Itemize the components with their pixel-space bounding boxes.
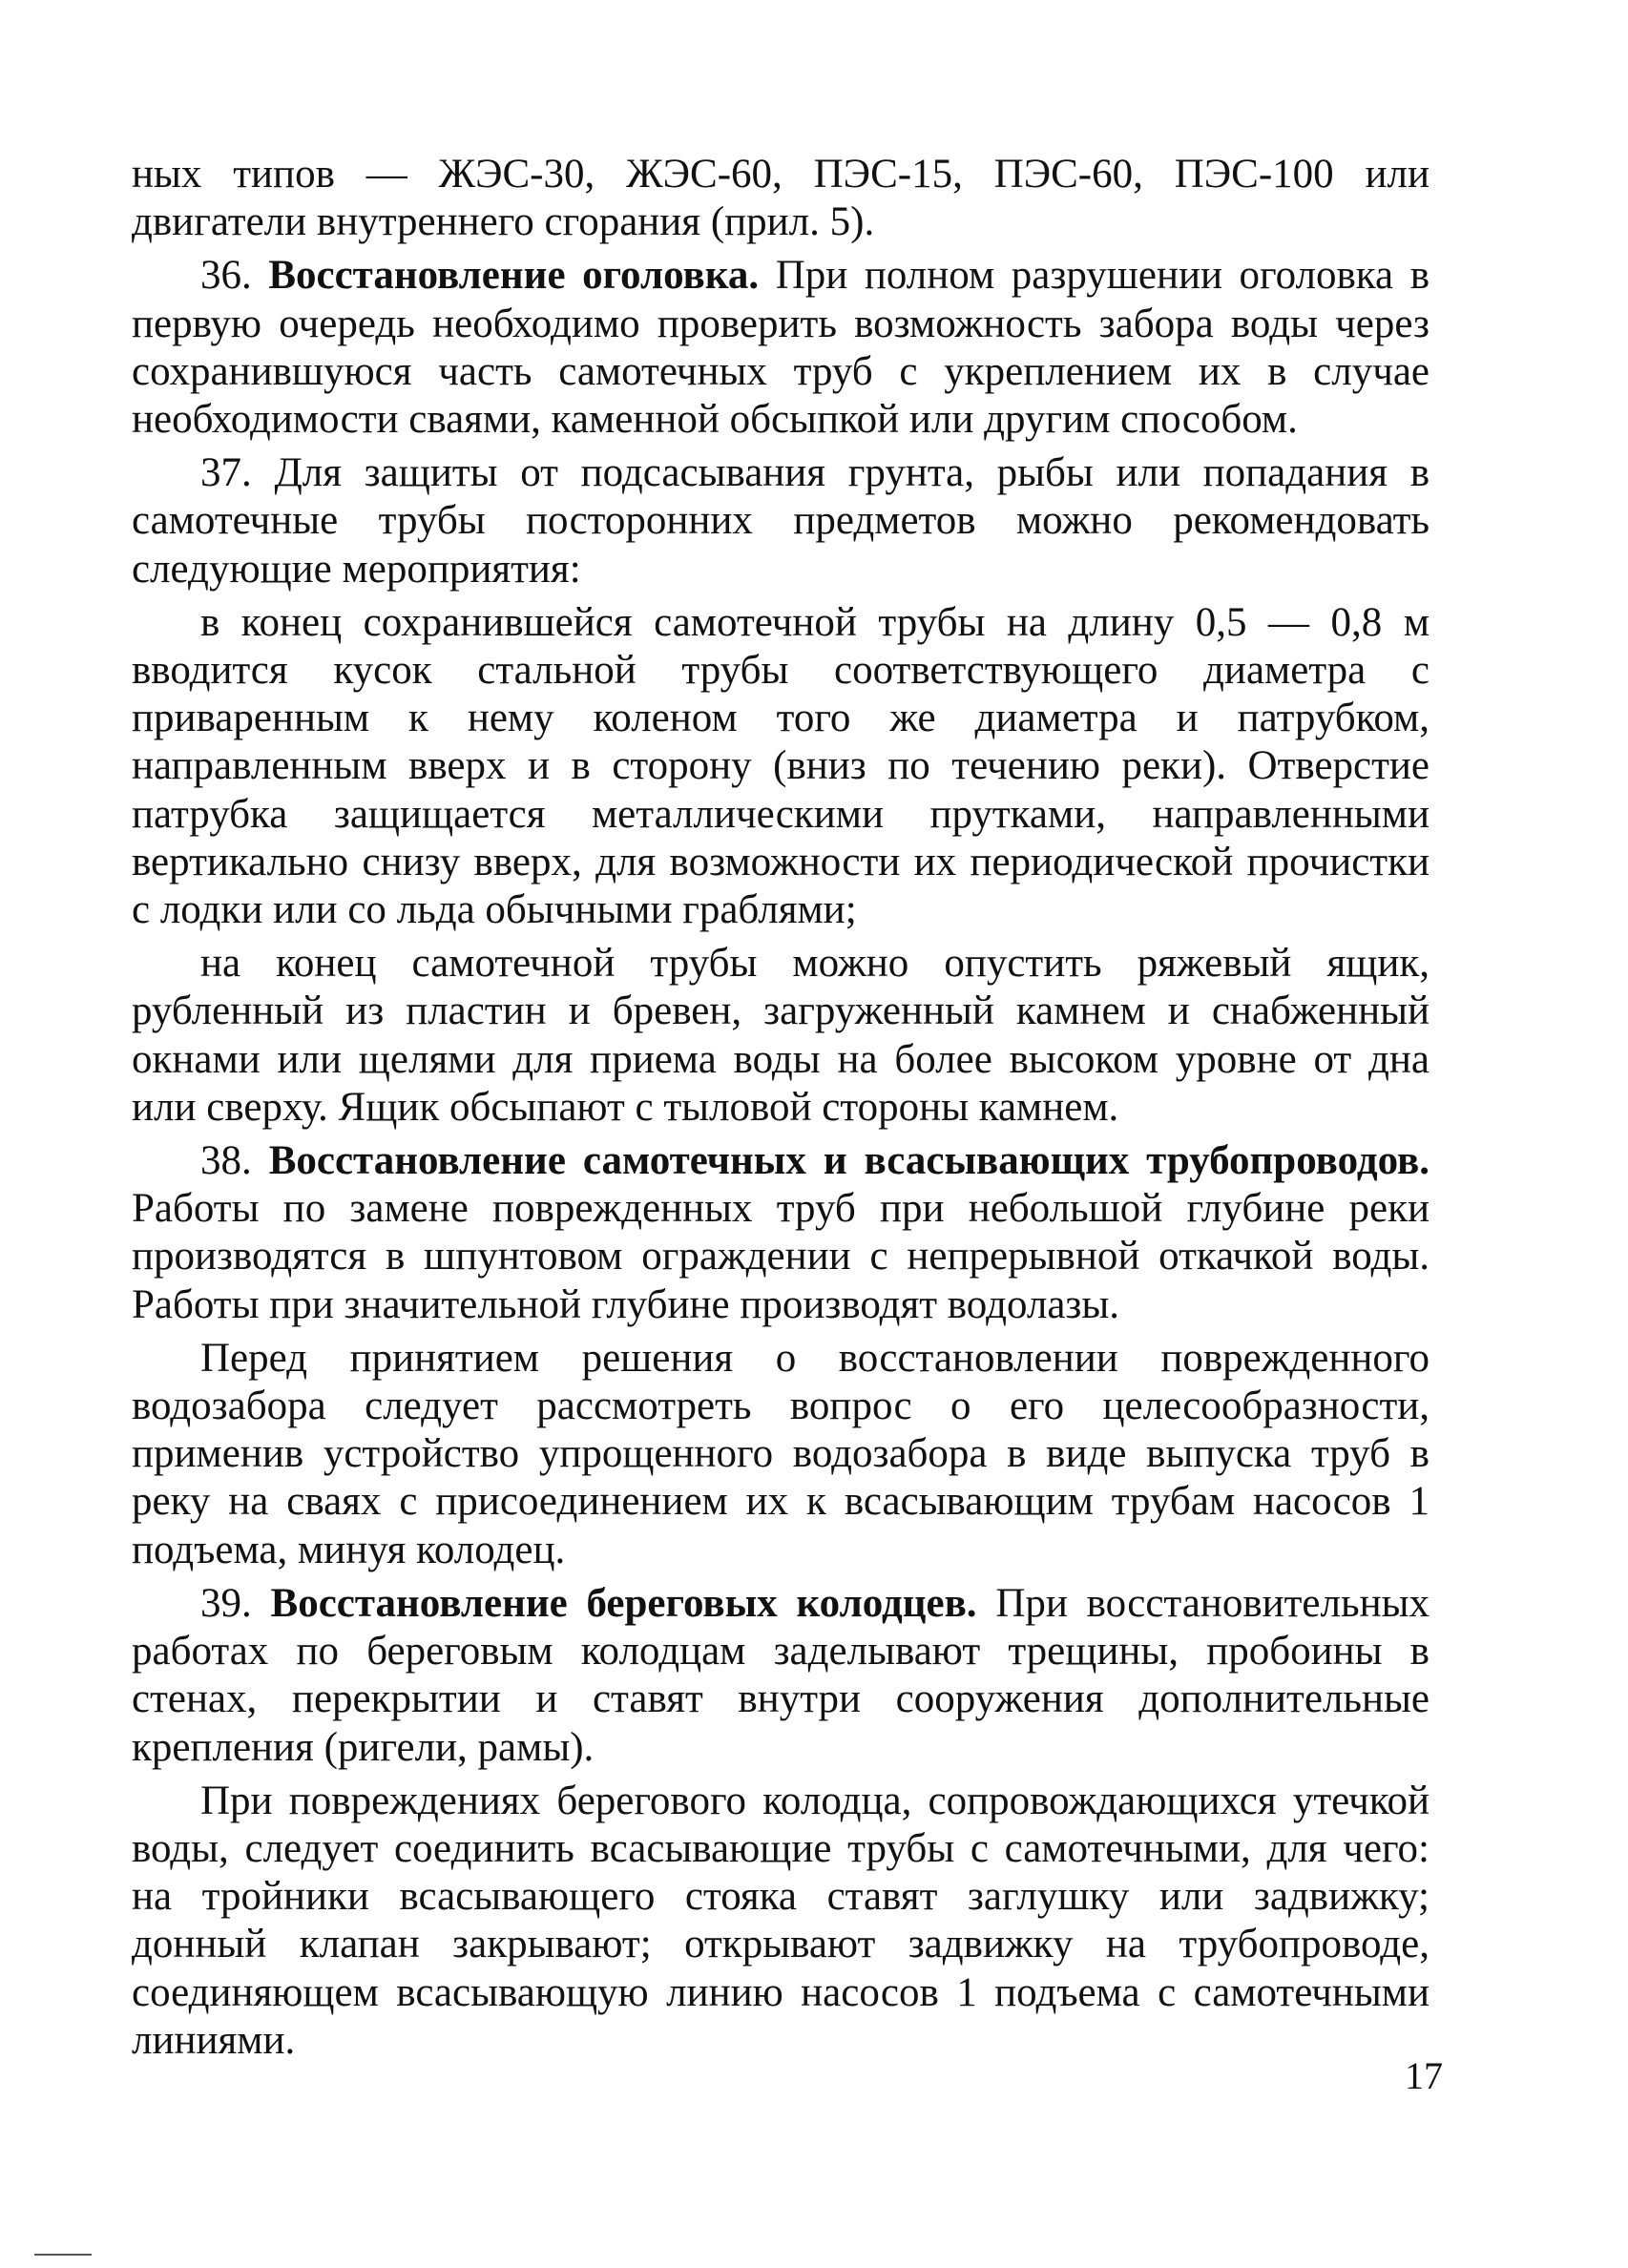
section-heading-restore-wells: Восстановление береговых колодцев.: [270, 1580, 977, 1626]
paragraph-38: [132, 1137, 1430, 1329]
paragraph-38-continued: [132, 1335, 1430, 1574]
paragraph-text: на конец самотечной трубы можно опустить ряжевый ящик, рубленный из пластин и бревен, загруженный камнем и снабженный окнами или щелями для приема воды на более высоком уровне от дна или сверху. Ящик обсыпают с тыловой стороны камнем.: [132, 941, 1430, 1130]
paragraph-37-item-2: [132, 940, 1430, 1132]
paragraph-text: Для защиты от подсасывания грунта, рыбы или попадания в самотечные трубы посторонних предметов можно рекомендовать следующие мероприятия:: [132, 450, 1430, 592]
paragraph-text: При восстановительных работах по береговым колодцам заделывают трещины, пробоины в стенах, перекрытии и ставят внутри сооружения дополнительные крепления (ригели, рамы).: [132, 1580, 1430, 1770]
paragraph-text: ных типов — ЖЭС-30, ЖЭС-60, ПЭС-15, ПЭС-60, ПЭС-100 или двигатели внутреннего сгорания (прил. 5).: [132, 152, 1430, 245]
section-heading-restore-head: Восстановление оголовка.: [268, 253, 760, 299]
paragraph-37-item-1: [132, 599, 1430, 934]
paragraph-text: При повреждениях берегового колодца, сопровождающихся утечкой воды, следует соединить всасывающие трубы с самотечными, для чего: на тройники всасывающего стояка ставят заглушку или задвижку; донный клапан закрывают; открывают задвижку на трубопроводе, соединяющем всасывающую линию насосов 1 подъема с самотечными линиями.: [132, 1778, 1430, 2063]
paragraph-39: [132, 1580, 1430, 1772]
paragraph-number: 36.: [200, 253, 269, 299]
paragraph-text: Перед принятием решения о восстановлении поврежденного водозабора следует рассмотреть вопрос о его целесообразности, применив устройство упрощенного водозабора в виде выпуска труб в реку на сваях с присоединением их к всасывающим трубам насосов 1 подъема, минуя колодец.: [132, 1335, 1430, 1572]
page-body-text: [132, 151, 1430, 2070]
paragraph-number: 39.: [200, 1580, 271, 1626]
paragraph-36: [132, 252, 1430, 444]
paragraph-37: [132, 449, 1430, 593]
paragraph-number: 38.: [200, 1138, 269, 1184]
scan-edge-mark: [34, 2254, 92, 2256]
section-heading-restore-pipelines: Восстановление самотечных и всасывающих трубопроводов.: [268, 1138, 1430, 1184]
paragraph-text: в конец сохранившейся самотечной трубы на длину 0,5 — 0,8 м вводится кусок стальной трубы соответствующего диаметра с приваренным к нему коленом того же диаметра и патрубком, направленным вверх и в сторону (вниз по течению реки). Отверстие патрубка защищается металлическими прутками, направленными вертикально снизу вверх, для возможности их периодической прочистки с лодки или со льда обычными граблями;: [132, 599, 1430, 933]
page-number: 17: [1405, 2054, 1443, 2097]
paragraph-text: Работы по замене поврежденных труб при небольшой глубине реки производятся в шпунтовом ограждении с непрерывной откачкой воды. Работы при значительной глубине производят водолазы.: [132, 1186, 1430, 1327]
paragraph-number: 37.: [200, 450, 275, 496]
paragraph-continuation: [132, 151, 1430, 246]
paragraph-39-continued: [132, 1778, 1430, 2065]
paragraph-text: При полном разрушении оголовка в первую очередь необходимо проверить возможность забора воды через сохранившуюся часть самотечных труб с укреплением их в случае необходимости сваями, каменной обсыпкой или другим способом.: [132, 253, 1430, 443]
